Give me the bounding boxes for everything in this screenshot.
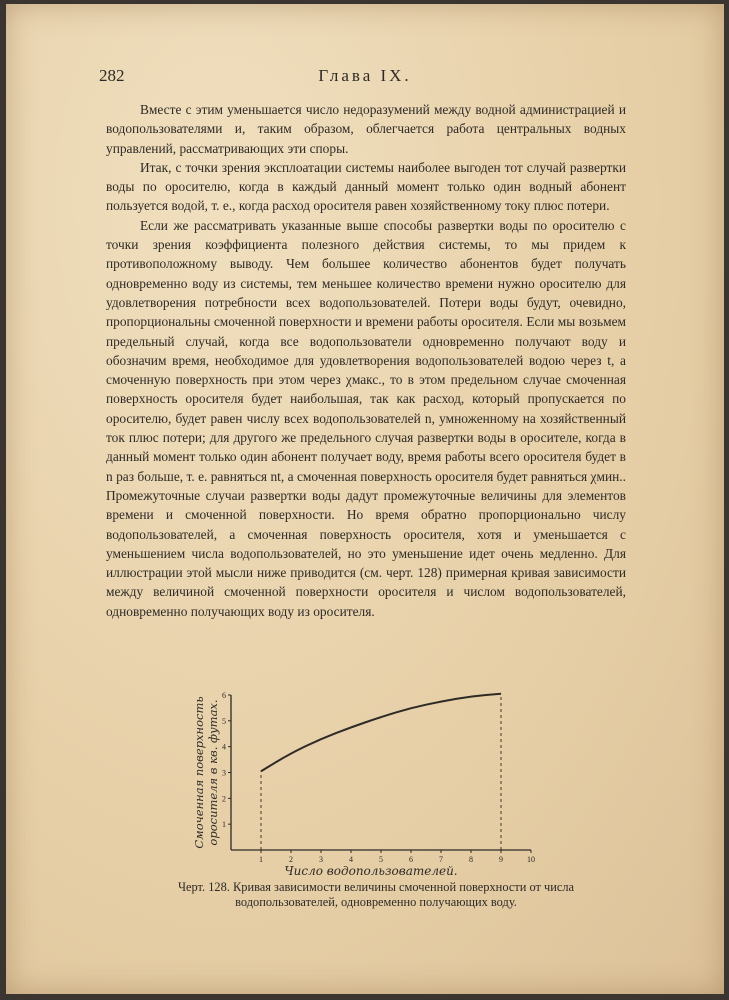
paragraph: Если же рассматривать указанные выше способы развертки воды по оросителю с точки зрения коэффициента полезного действия системы, то мы придем к противоположному выводу. Чем большее количество абонентов будет получать одновременно воду из системы, тем меньшее количество времени нужно оросителю для удовлетворения потребности всех водопользователей. Потери воды будут, очевидно, пропорциональны смоченной поверхности и времени работы оросителя. Если мы возьмем предельный случай, когда все водопользователи одновременно получают воду и обозначим время, необходимое для удовлетворения водопользователей водою через t, а смоченную поверхность при этом через χмакс., то в этом предельном случае смоченная поверхность оросителя будет наибольшая, так как расход, который пропускается по оросителю, будет равен числу всех водопользователей n, умноженному на хозяйственный ток плюс потери; для другого же предельного случая развертки воды в оросителе, когда в данный момент только один абонент получает воду, время работы всего оросителя будет в n раз больше, т. е. равняться nt, а смоченная поверхность оросителя будет равняться χмин.. Промежуточные случаи развертки воды дадут промежуточные величины для элементов времени и смоченной поверхности. Но время обратно пропорционально числу водопользователей, а смоченная поверхность оросителя, хотя и уменьшается с уменьшением числа водопользователей, но это уменьшение идет очень медленно. Для иллюстрации этой мысли ниже приводится (см. черт. 128) примерная кривая зависимости между величиной смоченной поверхности оросителя и числом водопользователей, одновременно получающих воду из оросителя. — [106, 217, 626, 619]
x-tick-label: 4 — [349, 855, 353, 864]
y-tick-label: 4 — [222, 742, 226, 752]
y-axis-label-line2: оросителя в кв. футах. — [206, 699, 220, 846]
y-tick-label: 6 — [222, 691, 226, 700]
y-tick-label: 5 — [222, 716, 226, 726]
page-number: 282 — [99, 66, 125, 85]
x-tick-label: 6 — [409, 855, 413, 864]
paragraph: Итак, с точки зрения эксплоатации системы наиболее выгоден тот случай развертки воды по оросителю, когда в каждый данный момент только один водный абонент пользуется водой, т. е., когда расход оросителя равен хозяйственному току плюс потери. — [106, 159, 626, 214]
x-tick-label: 7 — [439, 855, 443, 864]
figure-caption: Черт. 128. Кривая зависимости величины смоченной поверхности от числа водопользователей, одновременно получающих воду. — [177, 880, 575, 909]
series-line — [261, 694, 501, 772]
paragraph: Вместе с этим уменьшается число недоразумений между водной администрацией и водопользователями и, таким образом, облегчается работа центральных водных управлений, рассматривающих эти споры. — [106, 102, 626, 156]
x-tick-label: 1 — [259, 855, 263, 864]
x-tick-label: 9 — [499, 855, 503, 864]
chapter-title: Глава IX. — [318, 66, 412, 85]
book-page — [6, 4, 724, 994]
body-text — [106, 100, 626, 621]
x-axis-label: Число водопользователей. — [284, 864, 458, 878]
x-tick-label: 8 — [469, 855, 473, 864]
y-tick-label: 1 — [222, 820, 226, 830]
x-tick-label: 3 — [319, 855, 323, 864]
page-header — [6, 66, 724, 88]
y-axis-label-line1: Смоченная поверхность — [192, 696, 206, 849]
y-tick-label: 3 — [222, 768, 226, 778]
y-tick-label: 2 — [222, 794, 226, 804]
x-tick-label: 10 — [527, 855, 535, 864]
figure-128-chart — [191, 682, 561, 878]
x-tick-label: 2 — [289, 855, 293, 864]
x-tick-label: 5 — [379, 855, 383, 864]
